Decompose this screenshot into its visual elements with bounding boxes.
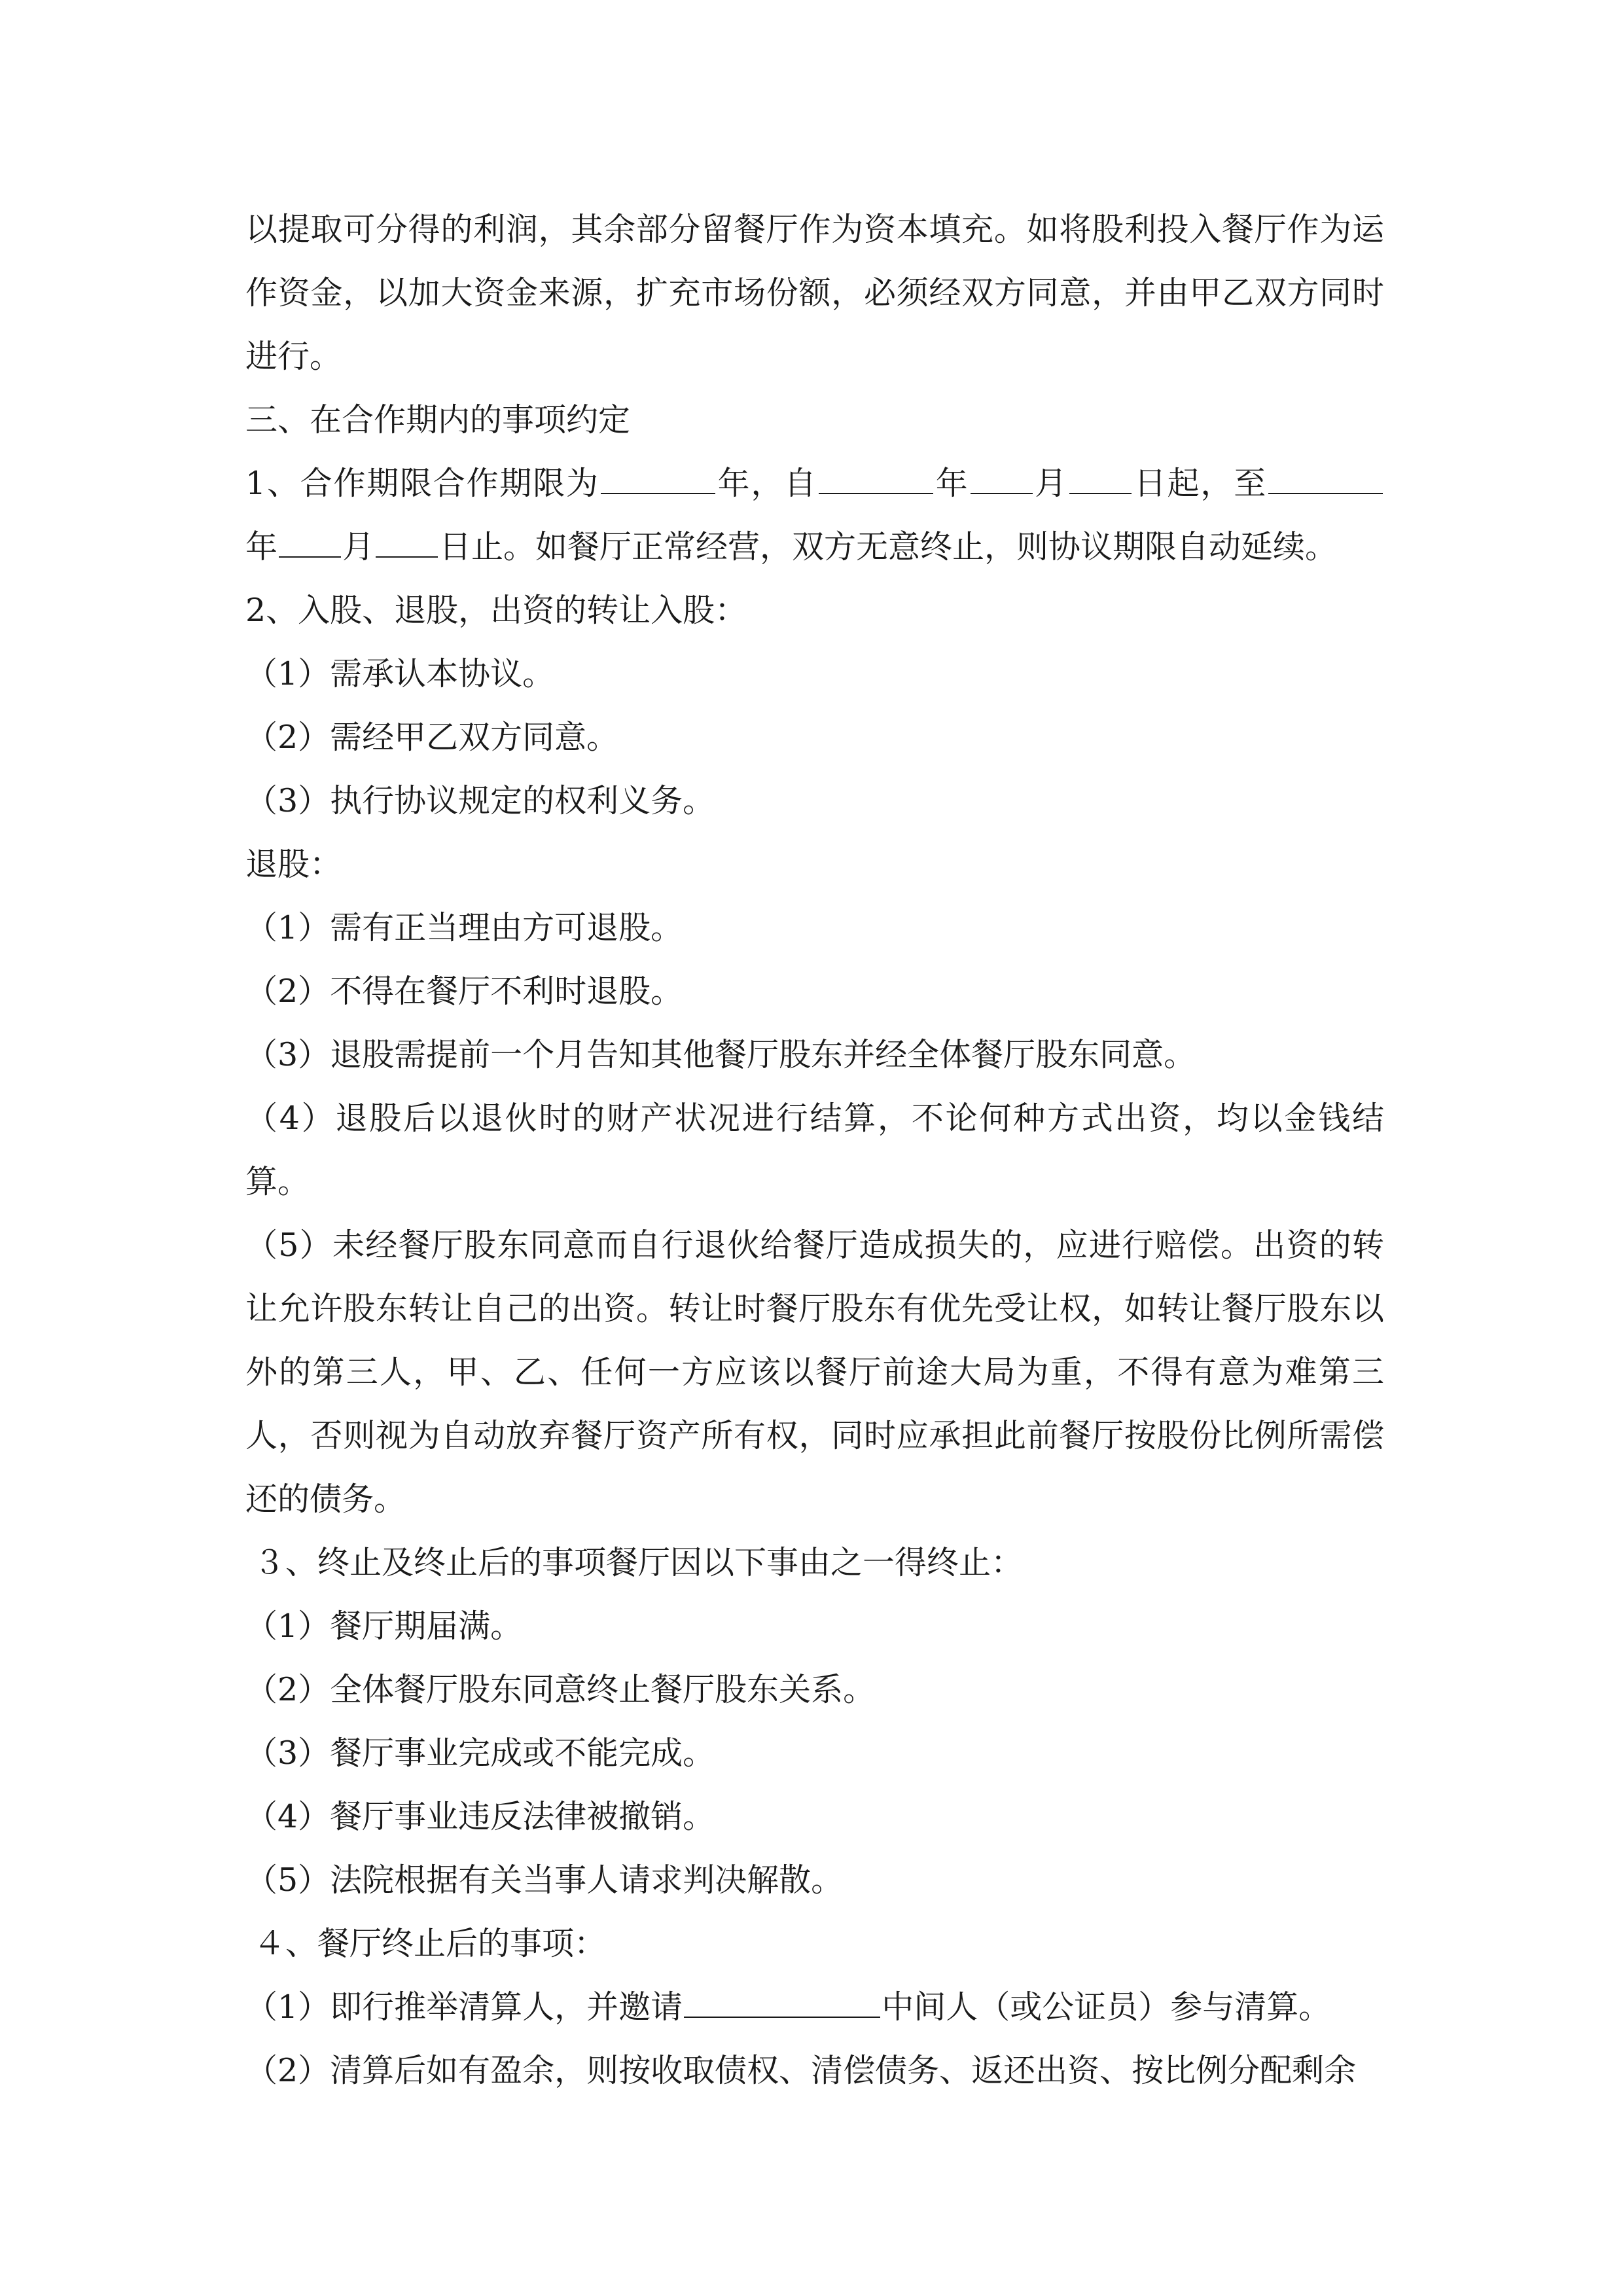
term-text-c: 年 bbox=[934, 465, 969, 502]
blank-start-day[interactable] bbox=[1069, 452, 1132, 494]
list-item-withdraw-2: （2）不得在餐厅不利时退股。 bbox=[245, 973, 683, 1010]
blank-term-years[interactable] bbox=[601, 452, 715, 494]
list-item-join-3: （3）执行协议规定的权利义务。 bbox=[245, 782, 715, 819]
list-item-post-1 bbox=[245, 1975, 1384, 2039]
list-item-withdraw-5: （5）未经餐厅股东同意而自行退伙给餐厅造成损失的，应进行赔偿。出资的转让允许股东转让自己的出资。转让时餐厅股东有优先受让权，如转让餐厅股东以外的第三人，甲、乙、任何一方应该以餐厅前途大局为重，不得有意为难第三人，否则视为自动放弃餐厅资产所有权，同时应承担此前餐厅按股份比例所需偿还的债务。 bbox=[245, 1227, 1384, 1518]
list-item-withdraw-4: （4）退股后以退伙时的财产状况进行结算，不论何种方式出资，均以金钱结算。 bbox=[245, 1100, 1384, 1200]
blank-end-day[interactable] bbox=[376, 516, 438, 558]
term-text-d: 月 bbox=[1033, 465, 1069, 502]
list-item-join-1: （1）需承认本协议。 bbox=[245, 655, 555, 692]
paragraph-cooperation-term bbox=[245, 452, 1384, 579]
term-text-f: 年 bbox=[245, 528, 278, 565]
paragraph-withdrawal-heading: 退股： bbox=[245, 846, 342, 883]
term-text-h: 日止。如餐厅正常经营，双方无意终止，则协议期限自动延续。 bbox=[439, 528, 1338, 565]
term-text-b: 年，自 bbox=[716, 465, 817, 502]
post-1-text-b: 中间人（或公证员）参与清算。 bbox=[882, 1988, 1331, 2026]
blank-intermediary[interactable] bbox=[684, 1976, 880, 2018]
list-item-post-2: （2）清算后如有盈余，则按收取债权、清偿债务、返还出资、按比例分配剩余 bbox=[245, 2052, 1357, 2089]
paragraph-profit-distribution: 以提取可分得的利润，其余部分留餐厅作为资本填充。如将股利投入餐厅作为运作资金，以加大资金来源，扩充市场份额，必须经双方同意，并由甲乙双方同时进行。 bbox=[245, 211, 1384, 375]
term-text-a: 1、合作期限合作期限为 bbox=[245, 465, 599, 502]
post-1-text-a: （1）即行推举清算人，并邀请 bbox=[245, 1988, 683, 2026]
blank-end-year[interactable] bbox=[1268, 452, 1383, 494]
section-heading-cooperation-matters: 三、在合作期内的事项约定 bbox=[245, 401, 631, 439]
paragraph-share-transfer-heading: 2、入股、退股，出资的转让入股： bbox=[245, 592, 747, 629]
term-text-e: 日起，至 bbox=[1133, 465, 1267, 502]
term-text-g: 月 bbox=[342, 528, 375, 565]
paragraph-post-termination-heading: ４、餐厅终止后的事项： bbox=[253, 1925, 607, 1962]
paragraph-termination-heading: ３、终止及终止后的事项餐厅因以下事由之一得终止： bbox=[253, 1544, 1024, 1581]
list-item-withdraw-3: （3）退股需提前一个月告知其他餐厅股东并经全体餐厅股东同意。 bbox=[245, 1036, 1196, 1073]
blank-start-month[interactable] bbox=[971, 452, 1033, 494]
list-item-terminate-3: （3）餐厅事业完成或不能完成。 bbox=[245, 1734, 715, 1772]
list-item-terminate-4: （4）餐厅事业违反法律被撤销。 bbox=[245, 1798, 715, 1835]
list-item-withdraw-1: （1）需有正当理由方可退股。 bbox=[245, 909, 683, 946]
list-item-terminate-2: （2）全体餐厅股东同意终止餐厅股东关系。 bbox=[245, 1671, 876, 1708]
list-item-terminate-1: （1）餐厅期届满。 bbox=[245, 1607, 523, 1645]
blank-start-year[interactable] bbox=[819, 452, 933, 494]
blank-end-month[interactable] bbox=[279, 516, 341, 558]
document-body bbox=[245, 198, 1384, 2102]
list-item-join-2: （2）需经甲乙双方同意。 bbox=[245, 719, 619, 756]
list-item-terminate-5: （5）法院根据有关当事人请求判决解散。 bbox=[245, 1861, 844, 1899]
